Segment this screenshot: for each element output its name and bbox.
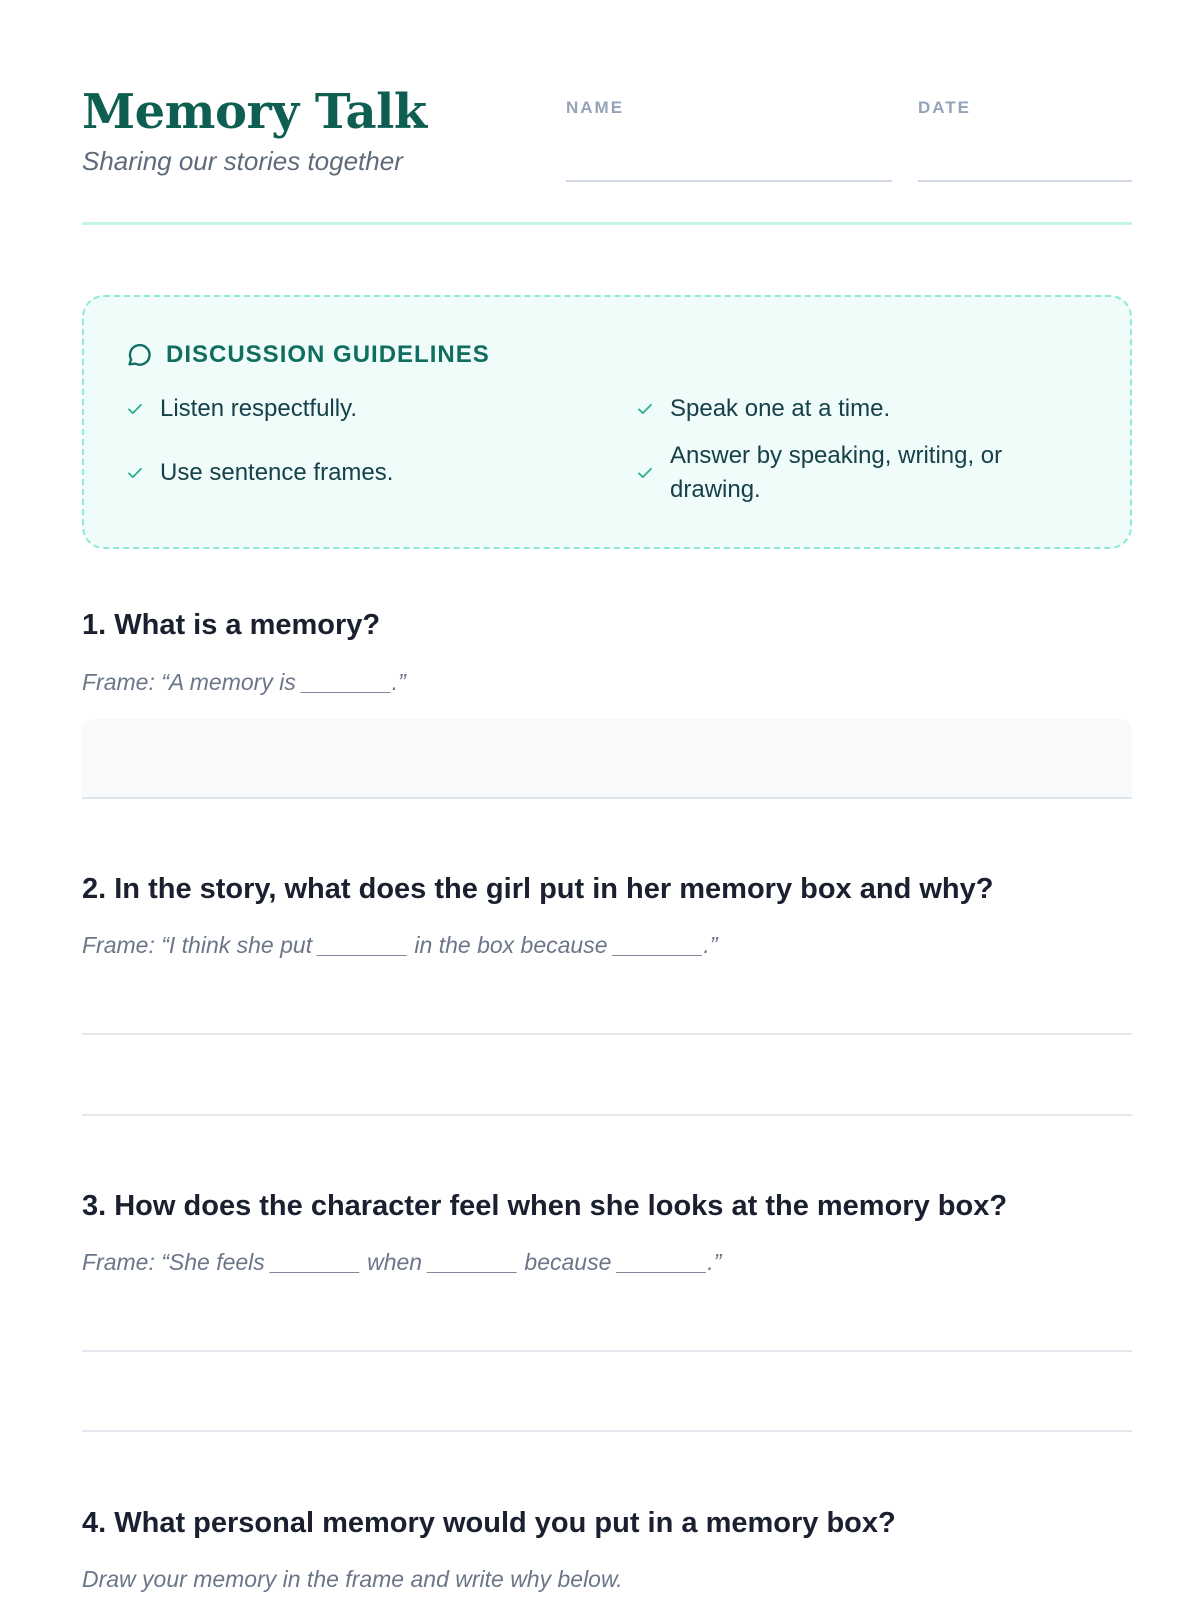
page-subtitle: Sharing our stories together [82,146,403,176]
speech-bubble-icon [126,341,154,369]
question-2-frame: Frame: “I think she put _______ in the box because _______.” [82,932,718,958]
page-title: Memory Talk [82,84,427,140]
guideline-item [636,439,1076,507]
check-icon [126,464,144,482]
check-icon [636,400,654,418]
guideline-item [636,392,890,426]
question-3-frame: Frame: “She feels _______ when _______ because _______.” [82,1249,722,1275]
question-1-frame: Frame: “A memory is _______.” [82,669,406,695]
header-divider [82,222,1132,225]
date-label: DATE [918,98,972,117]
name-label: NAME [566,98,625,117]
question-1-answer-box[interactable] [82,719,1132,799]
guideline-text: Use sentence frames. [160,459,394,486]
question-3-answer-line[interactable] [82,1350,1132,1352]
question-4-title: 4. What personal memory would you put in a memory box? [82,1507,896,1539]
question-3-title: 3. How does the character feel when she looks at the memory box? [82,1190,1008,1222]
check-icon [126,400,144,418]
guideline-text: Answer by speaking, writing, or drawing. [670,442,1003,503]
question-2-answer-line[interactable] [82,1033,1132,1035]
check-icon [636,464,654,482]
question-1-title: 1. What is a memory? [82,609,381,641]
guidelines-title: DISCUSSION GUIDELINES [166,341,490,368]
question-4-frame: Draw your memory in the frame and write why below. [82,1566,623,1592]
guidelines-header [126,341,490,369]
guideline-text: Speak one at a time. [670,395,891,422]
question-2-title: 2. In the story, what does the girl put in her memory box and why? [82,873,994,905]
guideline-item [126,456,393,490]
guideline-text: Listen respectfully. [160,395,357,422]
question-3-answer-line[interactable] [82,1430,1132,1432]
name-field[interactable] [566,180,892,182]
discussion-guidelines-box [82,295,1132,549]
date-field[interactable] [918,180,1132,182]
question-2-answer-line[interactable] [82,1114,1132,1116]
guideline-item [126,392,357,426]
